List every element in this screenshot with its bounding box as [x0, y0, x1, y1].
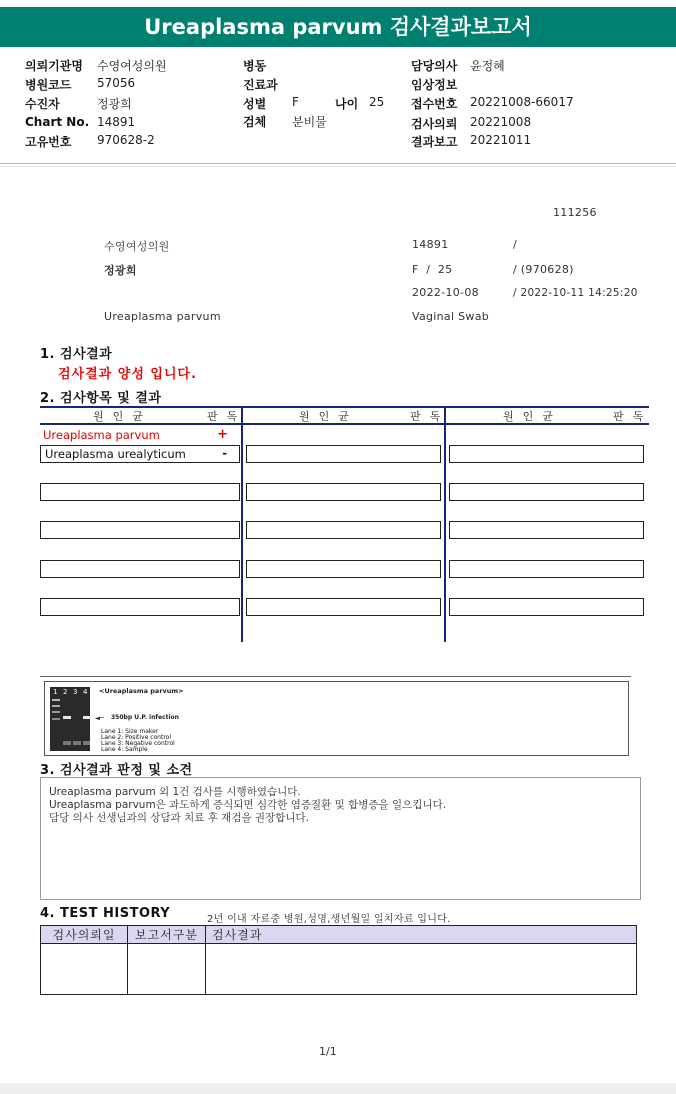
summary-slash: /	[513, 238, 518, 251]
value-doctor: 윤정혜	[470, 59, 505, 73]
summary-test: Ureaplasma parvum	[104, 310, 221, 323]
gel-band	[52, 699, 60, 701]
gel-image	[50, 687, 90, 751]
value-report-date: 20221011	[470, 133, 532, 147]
history-col-result: 검사결과	[206, 926, 637, 944]
history-note: 2년 이내 자료중 병원,성명,생년월일 일치자료 입니다.	[207, 914, 451, 925]
label-hospital-code: 병원코드	[25, 78, 72, 92]
value-request-date: 20221008	[470, 115, 532, 129]
section1-title: 1. 검사결과	[40, 347, 113, 362]
label-requesting-clinic: 의뢰기관명	[25, 59, 83, 73]
history-table	[40, 925, 637, 995]
history-cell	[206, 944, 637, 995]
column-header-judgement: 판독	[613, 410, 653, 423]
empty-result-cell	[246, 445, 441, 463]
result-sign-negative: -	[222, 446, 227, 460]
header-divider-shadow	[0, 166, 676, 167]
label-chart-no: Chart No.	[25, 115, 90, 129]
label-request-date: 검사의뢰	[411, 117, 458, 131]
history-cell	[128, 944, 206, 995]
value-hospital-code: 57056	[97, 76, 136, 90]
result-sign-positive: +	[217, 427, 228, 442]
gel-top-rule	[40, 676, 631, 677]
column-divider	[241, 406, 243, 642]
gel-arrow: ◄─	[95, 714, 104, 722]
summary-chart: 14891	[412, 238, 449, 251]
lane-number: 2	[63, 688, 68, 696]
label-unique-id: 고유번호	[25, 135, 72, 149]
organism-name: Ureaplasma parvum	[43, 428, 160, 442]
label-sex: 성별	[243, 97, 267, 111]
column-header-judgement: 판독	[207, 410, 247, 423]
empty-result-cell	[246, 521, 441, 539]
result-positive-text: 검사결과 양성 입니다.	[58, 367, 198, 382]
empty-result-cell	[246, 483, 441, 501]
label-report-date: 결과보고	[411, 135, 458, 149]
result-row-uu	[40, 445, 240, 463]
label-specimen: 검체	[243, 115, 267, 129]
empty-result-cell	[40, 598, 240, 616]
value-patient: 정광희	[97, 97, 132, 111]
column-header-judgement: 판독	[410, 410, 450, 423]
summary-code: 111256	[553, 206, 597, 219]
empty-result-cell	[246, 598, 441, 616]
section2-title: 2. 검사항목 및 결과	[40, 391, 162, 406]
page-number: 1/1	[319, 1045, 337, 1058]
empty-result-cell	[40, 521, 240, 539]
gel-caption-title: <Ureaplasma parvum>	[99, 687, 184, 695]
lane-number: 4	[83, 688, 88, 696]
gel-band	[73, 741, 81, 745]
gel-band	[63, 741, 71, 745]
value-chart-no: 14891	[97, 115, 136, 129]
summary-patient: 정광희	[104, 264, 137, 277]
value-sex: F	[292, 95, 299, 109]
value-unique-id: 970628-2	[97, 133, 155, 147]
label-department: 진료과	[243, 78, 278, 92]
lane-number: 3	[73, 688, 78, 696]
label-age: 나이	[335, 97, 359, 111]
report-title: Ureaplasma parvum 검사결과보고서	[0, 7, 676, 47]
summary-hospital: 수영여성의원	[104, 240, 170, 253]
label-receipt-no: 접수번호	[411, 97, 458, 111]
gel-band	[83, 741, 90, 745]
result-row-up	[40, 427, 240, 445]
column-header-organism: 원인균	[299, 410, 358, 423]
history-col-request-date: 검사의뢰일	[41, 926, 128, 944]
empty-result-cell	[449, 445, 644, 463]
history-cell	[41, 944, 128, 995]
label-clinical-info: 임상정보	[411, 78, 458, 92]
section3-title: 3. 검사결과 판정 및 소견	[40, 763, 193, 778]
gel-band	[52, 718, 60, 720]
label-ward: 병동	[243, 59, 267, 73]
value-receipt-no: 20221008-66017	[470, 95, 574, 109]
viewer-bottom-bar	[0, 1083, 676, 1094]
gel-band	[52, 705, 60, 707]
opinion-box	[40, 777, 641, 900]
gel-electrophoresis-figure	[44, 681, 629, 756]
column-header-organism: 원인균	[503, 410, 562, 423]
value-age: 25	[369, 95, 385, 109]
label-patient: 수진자	[25, 97, 60, 111]
gel-legend-item: Lane 4: Sample	[101, 746, 148, 753]
history-col-report-type: 보고서구분	[128, 926, 206, 944]
gel-legend-item: Lane 2: Positive control	[101, 734, 172, 741]
summary-birth: / (970628)	[513, 263, 574, 276]
empty-result-cell	[449, 560, 644, 578]
label-doctor: 담당의사	[411, 59, 458, 73]
section4-title: 4. TEST HISTORY	[40, 906, 171, 921]
gel-legend-item: Lane 3: Negative control	[101, 740, 175, 747]
column-header-organism: 원인균	[93, 410, 152, 423]
opinion-line: Ureaplasma parvum은 과도하게 증식되면 심각한 염증질환 및 합병증을 일으킵니다.	[49, 799, 447, 811]
column-divider	[444, 406, 446, 642]
summary-reported: / 2022-10-11 14:25:20	[513, 287, 638, 299]
empty-result-cell	[449, 483, 644, 501]
empty-result-cell	[449, 598, 644, 616]
gel-band	[63, 716, 71, 719]
value-requesting-clinic: 수영여성의원	[97, 59, 167, 73]
organism-name: Ureaplasma urealyticum	[45, 447, 186, 461]
gel-band	[52, 711, 60, 713]
summary-specimen: Vaginal Swab	[412, 310, 490, 323]
header-divider	[0, 163, 676, 164]
summary-sex-age: F / 25	[412, 263, 453, 276]
lane-number: 1	[53, 688, 58, 696]
opinion-line: Ureaplasma parvum 외 1건 검사를 시행하였습니다.	[49, 786, 301, 798]
gel-band-label: 350bp U.P. infection	[111, 714, 179, 721]
gel-legend-item: Lane 1: Size maker	[101, 728, 159, 735]
summary-received: 2022-10-08	[412, 286, 479, 299]
gel-band	[83, 716, 90, 719]
value-specimen: 분비물	[292, 115, 327, 129]
opinion-line: 담당 의사 선생님과의 상담과 치료 후 재검을 권장합니다.	[49, 812, 309, 824]
empty-result-cell	[40, 483, 240, 501]
empty-result-cell	[246, 560, 441, 578]
empty-result-cell	[449, 521, 644, 539]
empty-result-cell	[40, 560, 240, 578]
